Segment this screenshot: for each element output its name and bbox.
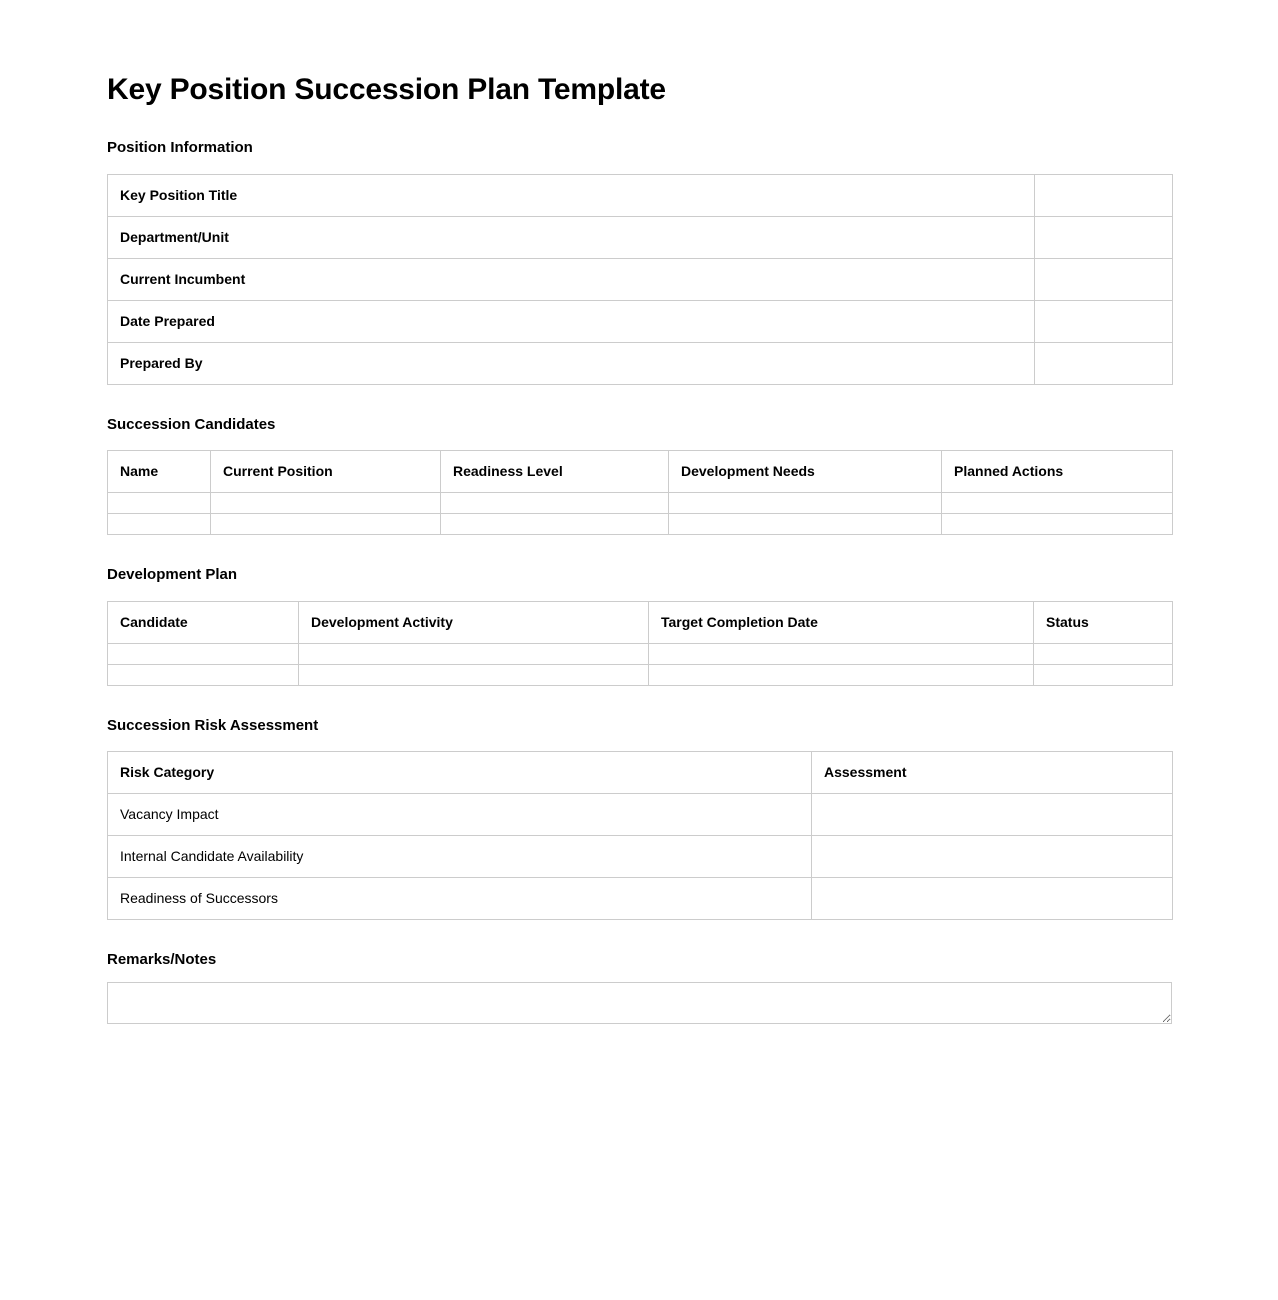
succession-risk-assessment-table [107, 751, 1173, 920]
table-header-row [108, 601, 1173, 643]
section-remarks-notes [107, 950, 1172, 1024]
section-development-plan [107, 565, 1172, 686]
table-header-row [108, 451, 1173, 493]
row-value-current-incumbent[interactable] [1035, 258, 1173, 300]
section-heading-remarks-notes: Remarks/Notes [107, 951, 217, 968]
remarks-notes-textarea[interactable] [107, 982, 1172, 1024]
row-label-current-incumbent: Current Incumbent [108, 258, 1035, 300]
section-heading-position-information: Position Information [107, 139, 253, 156]
assessment-readiness-of-successors[interactable] [812, 878, 1173, 920]
column-header-development-needs: Development Needs [669, 451, 942, 493]
row-label-key-position-title: Key Position Title [108, 174, 1035, 216]
cell-name[interactable] [108, 493, 211, 514]
risk-category-vacancy-impact: Vacancy Impact [108, 794, 812, 836]
section-succession-risk-assessment [107, 716, 1172, 921]
row-value-department-unit[interactable] [1035, 216, 1173, 258]
cell-current-position[interactable] [211, 514, 441, 535]
column-header-status: Status [1034, 601, 1173, 643]
table-header-row [108, 752, 1173, 794]
table-row [108, 794, 1173, 836]
cell-development-activity[interactable] [299, 643, 649, 664]
cell-development-needs[interactable] [669, 493, 942, 514]
cell-readiness-level[interactable] [441, 493, 669, 514]
section-succession-candidates [107, 415, 1172, 536]
cell-status[interactable] [1034, 664, 1173, 685]
assessment-vacancy-impact[interactable] [812, 794, 1173, 836]
cell-planned-actions[interactable] [942, 493, 1173, 514]
section-heading-succession-candidates: Succession Candidates [107, 415, 276, 433]
position-information-table [107, 174, 1173, 385]
row-label-prepared-by: Prepared By [108, 342, 1035, 384]
cell-current-position[interactable] [211, 493, 441, 514]
row-label-department-unit: Department/Unit [108, 216, 1035, 258]
table-row [108, 342, 1173, 384]
column-header-name: Name [108, 451, 211, 493]
column-header-candidate: Candidate [108, 601, 299, 643]
section-heading-development-plan: Development Plan [107, 566, 238, 583]
table-row [108, 216, 1173, 258]
table-row [108, 878, 1173, 920]
row-value-prepared-by[interactable] [1035, 342, 1173, 384]
table-row [108, 664, 1173, 685]
column-header-assessment: Assessment [812, 752, 1173, 794]
section-heading-succession-risk-assessment: Succession Risk Assessment [107, 716, 319, 734]
table-row [108, 174, 1173, 216]
cell-name[interactable] [108, 514, 211, 535]
table-row [108, 836, 1173, 878]
cell-readiness-level[interactable] [441, 514, 669, 535]
risk-category-readiness-of-successors: Readiness of Successors [108, 878, 812, 920]
column-header-target-completion-date: Target Completion Date [649, 601, 1034, 643]
table-row [108, 643, 1173, 664]
succession-candidates-table [107, 450, 1173, 535]
row-label-date-prepared: Date Prepared [108, 300, 1035, 342]
cell-planned-actions[interactable] [942, 514, 1173, 535]
cell-target-completion-date[interactable] [649, 664, 1034, 685]
table-row [108, 514, 1173, 535]
row-value-key-position-title[interactable] [1035, 174, 1173, 216]
column-header-readiness-level: Readiness Level [441, 451, 669, 493]
column-header-risk-category: Risk Category [108, 752, 812, 794]
table-row [108, 300, 1173, 342]
section-position-information [107, 138, 1172, 385]
cell-status[interactable] [1034, 643, 1173, 664]
row-value-date-prepared[interactable] [1035, 300, 1173, 342]
assessment-internal-candidate-availability[interactable] [812, 836, 1173, 878]
table-row [108, 258, 1173, 300]
column-header-planned-actions: Planned Actions [942, 451, 1173, 493]
cell-candidate[interactable] [108, 643, 299, 664]
risk-category-internal-candidate-availability: Internal Candidate Availability [108, 836, 812, 878]
page-title: Key Position Succession Plan Template [107, 73, 666, 106]
cell-development-needs[interactable] [669, 514, 942, 535]
cell-candidate[interactable] [108, 664, 299, 685]
table-row [108, 493, 1173, 514]
cell-target-completion-date[interactable] [649, 643, 1034, 664]
cell-development-activity[interactable] [299, 664, 649, 685]
development-plan-table [107, 601, 1173, 686]
column-header-development-activity: Development Activity [299, 601, 649, 643]
column-header-current-position: Current Position [211, 451, 441, 493]
